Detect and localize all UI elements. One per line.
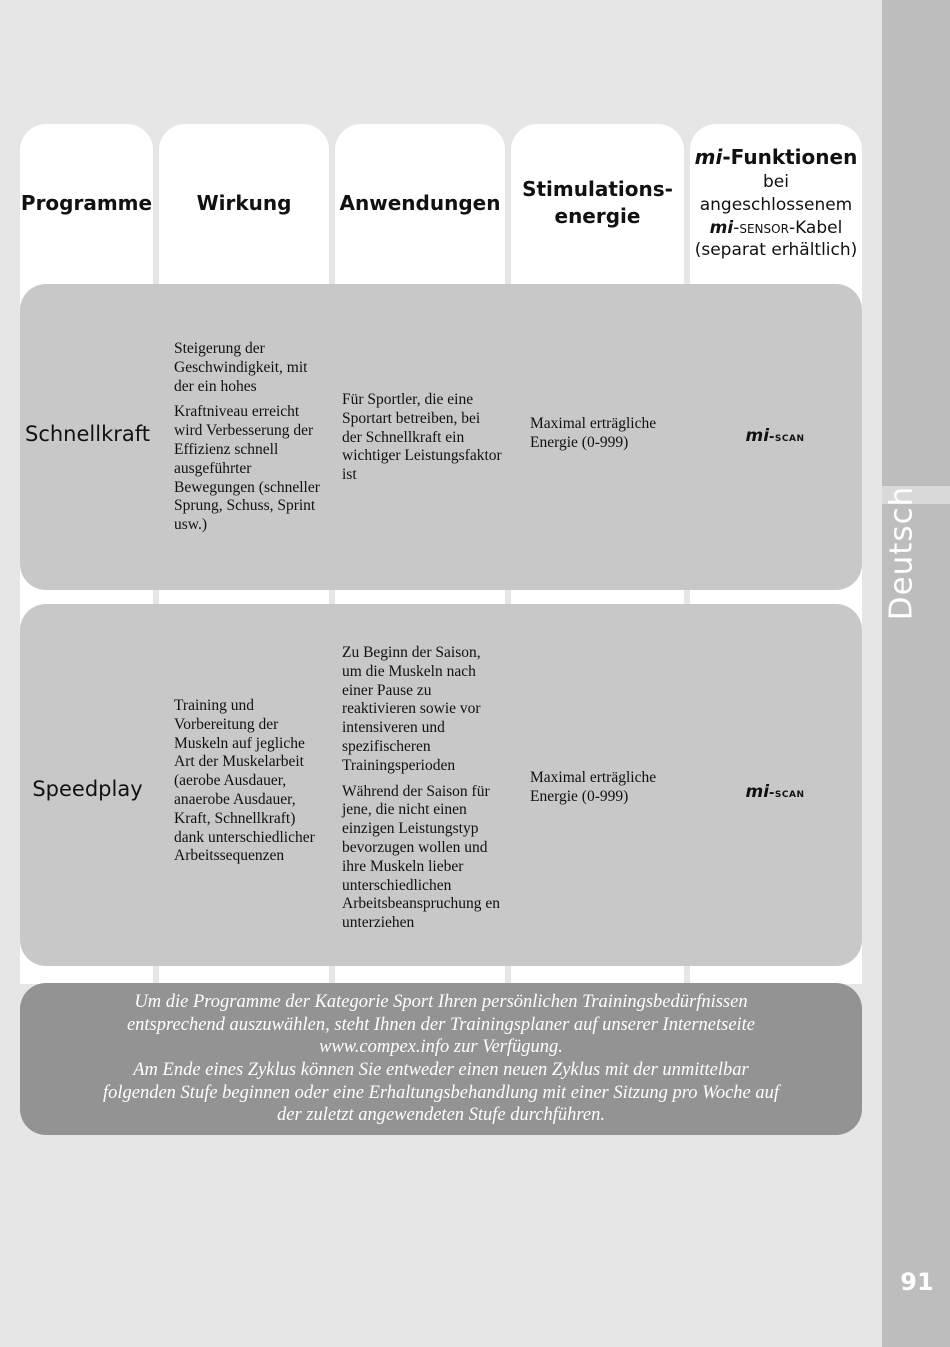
wirkung-text: Training und Vorbereitung der Muskeln auf jegliche Art der Muskelarbeit (aerobe Ausdauer, anaerobe Ausdauer, Kraft, Schnellkraft) dank unterschiedlicher Arbeitssequenzen [174,697,315,865]
header-wirkung: Wirkung [196,190,292,215]
header-programme: Programme [20,190,153,215]
energie-text: Maximal erträgliche Energie (0-999) [530,769,657,805]
mi-scan-logo: mi-scan [745,426,805,446]
mi-logo: mi [709,217,734,238]
header-stimulation: Stimulations- energie [522,177,673,228]
header-anwendungen: Anwendungen [339,190,501,215]
anwendungen-text: Zu Beginn der Saison, um die Muskeln nach einer Pause zu reaktivieren sowie vor intensiveren und spezifischeren Trainingsperioden Während der Saison für jene, die nicht einen einzigen Leistungstyp bevorzugen wollen und ihre Muskeln lieber unterschiedlichen Arbeitsbeanspruchung en unterziehen [342,644,500,932]
note-line: Um die Programme der Kategorie Sport Ihren persönlichen Trainingsbedürfnissen [134,992,748,1013]
language-label: Deutsch [883,485,919,621]
row-name: Speedplay [32,777,143,801]
note-line: der zuletzt angewendeten Stufe durchführen. [277,1105,605,1126]
anwendungen-text: Für Sportler, die eine Sportart betreiben, bei der Schnellkraft ein wichtiger Leistungsfaktor ist [342,391,502,484]
sidebar [882,0,950,1347]
wirkung-text: Steigerung der Geschwindigkeit, mit der ein hohes Kraftniveau erreicht wird Verbesserung der Effizienz schnell ausgeführter Bewegungen (schneller Sprung, Schuss, Sprint usw.) [174,340,320,534]
note-line: folgenden Stufe beginnen oder eine Erhaltungsbehandlung mit einer Sitzung pro Woche auf [102,1082,780,1103]
language-tab [882,486,920,620]
mi-functions-title: mi-Funktionen [694,144,858,169]
note-box [20,983,862,1135]
page-number: 91 [900,1268,934,1296]
note-line: Am Ende eines Zyklus können Sie entweder einen neuen Zyklus mit der unmittelbar [133,1060,749,1080]
header-mi-functions: mi-Funktionen bei angeschlossenem mi-sensor-Kabel (separat erhältlich) [694,144,858,261]
row-name: Schnellkraft [24,422,150,446]
mi-scan-logo: mi-scan [745,782,805,802]
note-line: www.compex.info zur Verfügung. [319,1037,563,1058]
energie-text: Maximal erträgliche Energie (0-999) [530,415,657,451]
mi-logo: mi [694,144,723,169]
note-line: entsprechend auszuwählen, steht Ihnen der Trainingsplaner auf unserer Internetseite [126,1014,756,1035]
